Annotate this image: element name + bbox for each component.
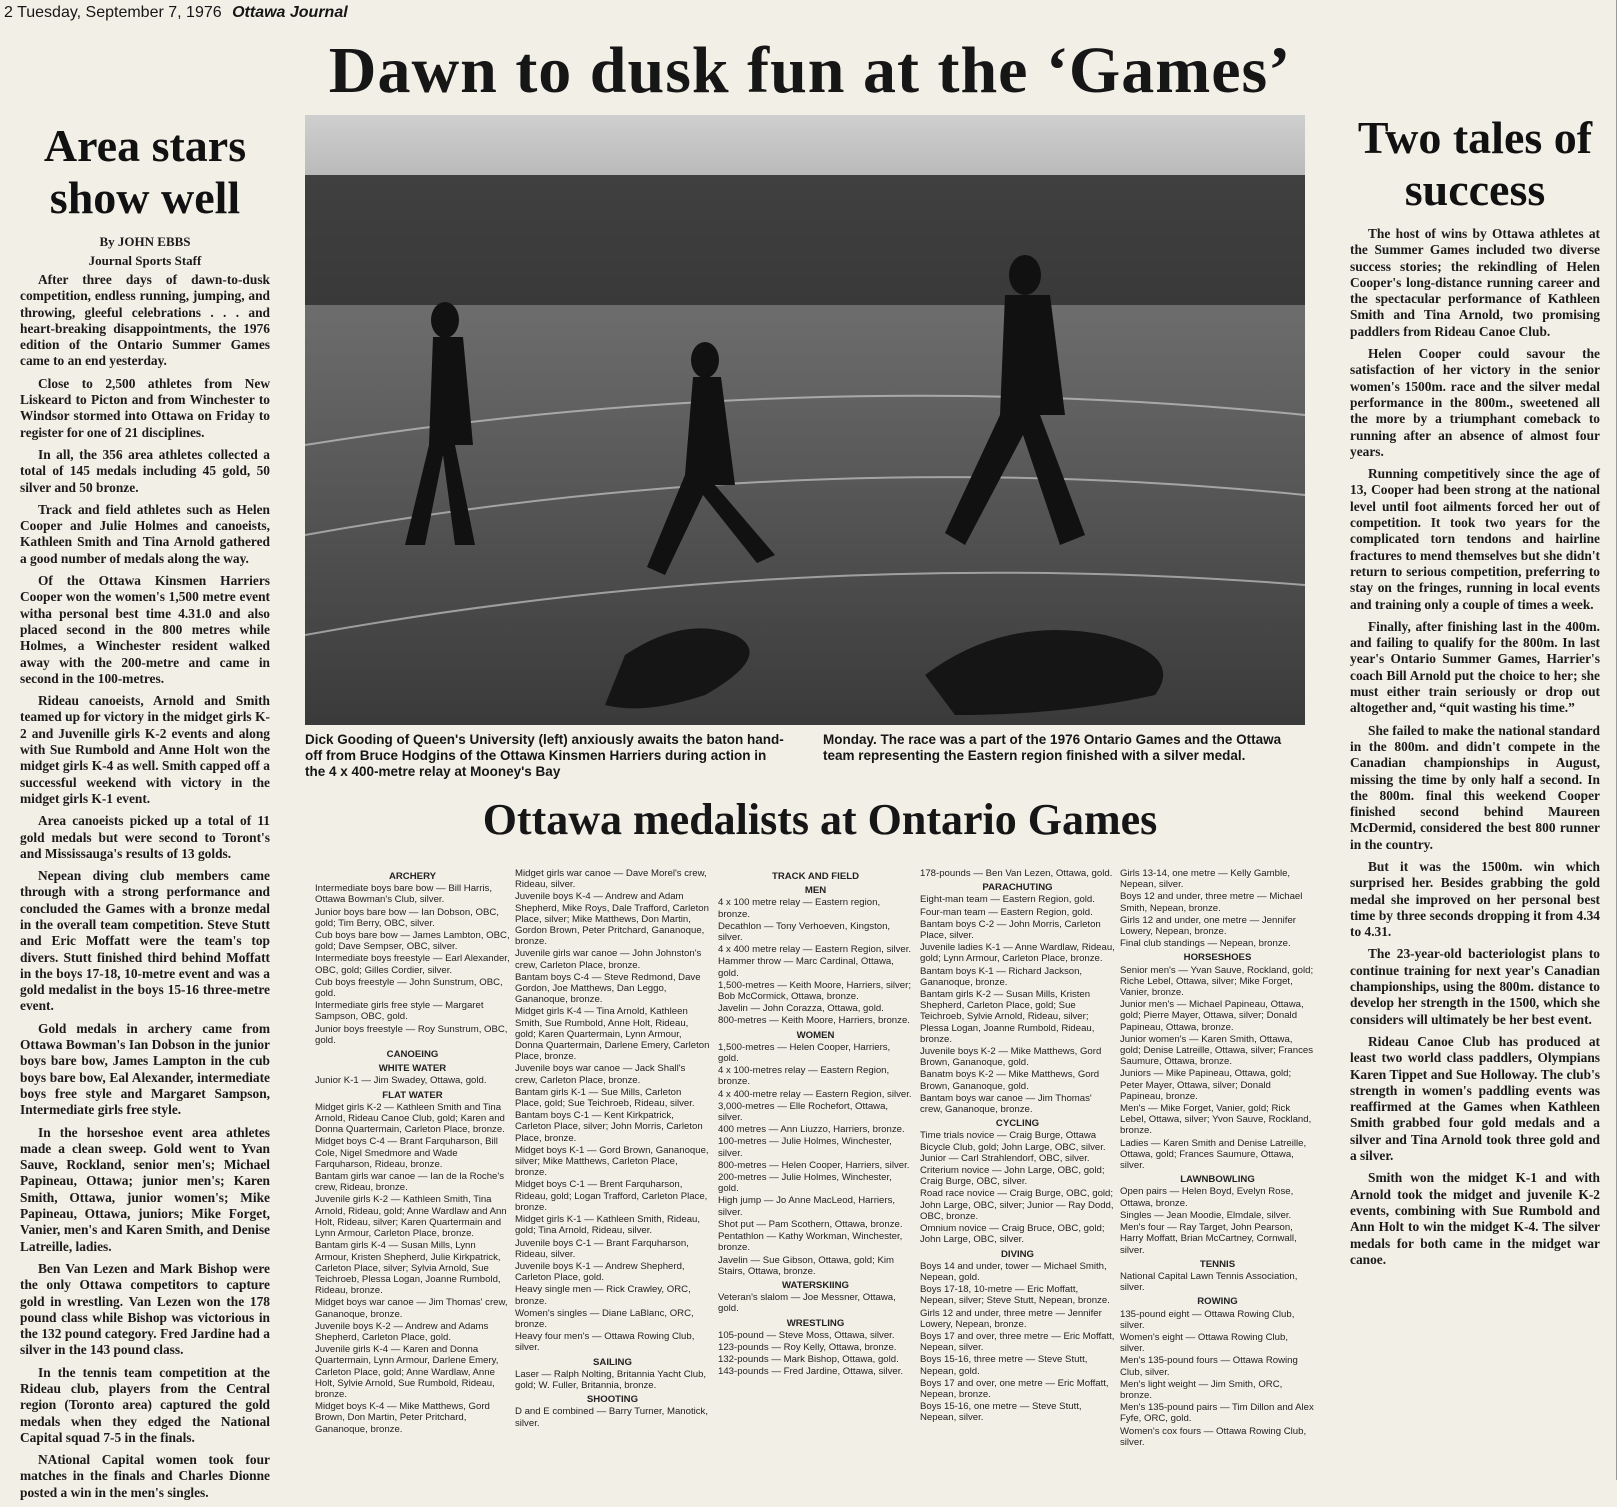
medal-entry: Boys 15-16, three metre — Steve Stutt, Nepean, gold. xyxy=(920,1354,1088,1377)
medal-entry: 800-metres — Keith Moore, Harriers, bronze. xyxy=(718,1015,910,1027)
medal-entry: Boys 14 and under, tower — Michael Smith, Nepean, gold. xyxy=(920,1260,1107,1283)
story-paragraph: In the horseshoe event area athletes made a clean sweep. Gold went to Yvan Sauve, Rockland, senior men's; Michael Papineau, Ottawa; junior men's; Karen Smith, Ottawa, junior women's; Mike Papineau, Ottawa, juniors; Mike Forget, Vanier, men's and Karen Smith, and Denise Latreille, ladies. xyxy=(20,1124,270,1254)
medal-entry: Cub boys freestyle — John Sunstrum, OBC, gold. xyxy=(315,976,503,1000)
medal-entry: Midget girls war canoe — Dave Morel's crew, Rideau, silver. xyxy=(515,868,707,891)
story-paragraph: Finally, after finishing last in the 400m. and failing to qualify for the 800m. In last year's Ontario Summer Games, Harrier's coach Bill Arnold put the choice to her; she must either train seriously or drop out altogether and, “quit wasting his time.” xyxy=(1350,618,1600,716)
story-paragraph: Track and field athletes such as Helen Cooper and Julie Holmes and canoeists, Kathleen Smith and Tina Arnold gathered a good number of medals along the way. xyxy=(20,501,270,566)
story-paragraph: In all, the 356 area athletes collected a total of 145 medals including 45 gold, 50 silver and 50 bronze. xyxy=(20,446,270,495)
medal-section-heading: LAWNBOWLING xyxy=(1180,1174,1255,1186)
medal-section-heading: CANOEING xyxy=(386,1049,439,1061)
medal-section-heading: ARCHERY xyxy=(388,871,437,882)
byline: By JOHN EBBS xyxy=(99,234,191,249)
photo-caption-right: Monday. The race was a part of the 1976 Ontario Games and the Ottawa team representing the Eastern region finished with a silver medal. xyxy=(823,732,1282,763)
medal-section-heading: WHITE WATER xyxy=(378,1063,447,1075)
medal-entry: Heavy single men — Rick Crawley, ORC, bronze. xyxy=(515,1284,691,1307)
medalists-column-4 xyxy=(920,868,1115,1425)
medal-entry: Heavy four men's — Ottawa Rowing Club, silver. xyxy=(515,1331,695,1354)
medal-entry: Midget boys war canoe — Jim Thomas' crew, Gananoque, bronze. xyxy=(315,1297,508,1320)
medal-entry: Boys 17-18, 10-metre — Eric Moffatt, Nepean, silver; Steve Stutt, Nepean, bronze. xyxy=(920,1284,1110,1307)
medal-entry: 400 metres — Ann Liuzzo, Harriers, bronze. xyxy=(718,1124,905,1136)
main-headline: Dawn to dusk fun at the ‘Games’ xyxy=(328,34,1292,107)
masthead xyxy=(4,4,348,22)
story-paragraph: NAtional Capital women took four matches in the finals and Charles Dionne posted a win in the men's singles. xyxy=(20,1452,270,1500)
right-story-title: Two tales of success xyxy=(1357,112,1593,215)
medal-entry: National Capital Lawn Tennis Association, silver. xyxy=(1120,1270,1298,1294)
medal-entry: Junior men's — Michael Papineau, Ottawa, gold; Pierre Mayer, Ottawa, silver; Donald Papineau, Ottawa, bronze. xyxy=(1120,999,1304,1033)
medal-entry: Men's 135-pound pairs — Tim Dillon and Alex Fyfe, ORC, gold. xyxy=(1120,1402,1314,1425)
relay-photo-image xyxy=(305,115,1305,725)
medal-entry: Bantam girls war canoe — Ian de la Roche's crew, Rideau, bronze. xyxy=(315,1171,505,1194)
medal-entry: 135-pound eight — Ottawa Rowing Club, silver. xyxy=(1120,1308,1295,1331)
medal-entry: Bantam boys K-1 — Richard Jackson, Gananoque, bronze. xyxy=(920,965,1083,988)
medal-entry: Javelin — Sue Gibson, Ottawa, gold; Kim Stairs, Ottawa, bronze. xyxy=(718,1254,894,1277)
story-paragraph: Smith won the midget K-1 and with Arnold took the midget and juvenile K-2 events, combining with Sue Rumbold and Ann Holt to win the midget K-4. The silver medals for both came in the midget war canoe. xyxy=(1350,1170,1600,1267)
medalists-headline: Ottawa medalists at Ontario Games xyxy=(482,795,1158,844)
medal-entry: 800-metres — Helen Cooper, Harriers, silver. xyxy=(718,1159,910,1171)
medal-entry: Boys 17 and over, one metre — Eric Moffatt, Nepean, bronze. xyxy=(920,1377,1109,1400)
medal-entry: Women's eight — Ottawa Rowing Club, silver. xyxy=(1120,1331,1289,1355)
medal-entry: 4 x 100 metre relay — Eastern region, bronze. xyxy=(718,897,881,920)
medal-entry: Juvenile boys K-4 — Andrew and Adam Shepherd, Mike Roys, Dale Trafford, Carleton Place, silver; Mike Matthews, Don Martin, Gordon Brown, Peter Pritchard, Gananoque, bronze. xyxy=(515,891,709,948)
left-story-body xyxy=(20,272,270,1501)
medal-entry: Juvenile girls K-4 — Karen and Donna Quartermain, Lynn Armour, Darlene Emery, Carleton Place, gold; Anne Wardlaw, Anne Holt, Sylvie Arnold, Sue Rumbold, Rideau, bronze. xyxy=(315,1344,499,1400)
medal-entry: Four-man team — Eastern Region, gold. xyxy=(920,906,1093,918)
right-story xyxy=(1350,112,1600,1274)
medal-entry: Senior men's — Yvan Sauve, Rockland, gold; Riche Lebel, Ottawa, silver; Mike Forget, Vanier, bronze. xyxy=(1120,964,1314,999)
medal-entry: Junior K-1 — Jim Swadey, Ottawa, gold. xyxy=(315,1075,487,1087)
date-line: Tuesday, September 7, 1976 xyxy=(17,4,222,21)
medal-entry: Veteran's slalom — Joe Messner, Ottawa, gold. xyxy=(718,1292,896,1315)
medal-entry: Juvenile girls K-2 — Kathleen Smith, Tina Arnold, Rideau, gold; Anne Wardlaw and Ann Holt, Rideau, silver; Karen Quartermain and Lynn Armour, Carleton Place, bronze. xyxy=(315,1194,507,1240)
medal-entry: Men's — Mike Forget, Vanier, gold; Rick Lebel, Ottawa, silver; Yvon Sauve, Rockland, bronze. xyxy=(1120,1103,1312,1137)
story-paragraph: Helen Cooper could savour the satisfaction of her victory in the senior women's 1500m. race and the silver medal performance in the 800m., sweetened all the more by a triumphant comeback to running after an absence of almost four years. xyxy=(1350,346,1600,459)
medal-entry: Juvenile boys K-2 — Andrew and Adams Shepherd, Carleton Place, gold. xyxy=(315,1320,489,1343)
medal-entry: Junior women's — Karen Smith, Ottawa, gold; Denise Latreille, Ottawa, silver; Frances Saumure, Ottawa, bronze. xyxy=(1120,1033,1314,1068)
medal-entry: Junior boys freestyle — Roy Sunstrum, OBC, gold. xyxy=(315,1023,508,1046)
story-paragraph: Rideau Canoe Club has produced at least two world class paddlers, Olympians Karen Tippet and Sue Holloway. The club's strength in women's paddling events was reaffirmed at the Games when Kathleen Smith grabbed four gold medals and a silver and Tina Arnold took three gold and a silver. xyxy=(1350,1033,1600,1164)
medal-entry: Midget boys C-4 — Brant Farquharson, Bill Cole, Nigel Smedmore and Wade Farquharson, Rideau, bronze. xyxy=(315,1136,498,1170)
medal-entry: Bantam boys C-2 — John Morris, Carleton Place, silver. xyxy=(920,918,1101,942)
story-paragraph: In the tennis team competition at the Rideau club, players from the Central region (Toronto area) captured the gold medals when they edged the National Capital squad 7-5 in the finals. xyxy=(20,1364,270,1445)
medal-entry: Women's singles — Diane LaBlanc, ORC, bronze. xyxy=(515,1307,694,1330)
medal-entry: Criterium novice — John Large, OBC, gold; Craig Burge, OBC, silver. xyxy=(920,1165,1105,1188)
medal-entry: 1,500-metres — Helen Cooper, Harriers, gold. xyxy=(718,1041,891,1065)
medal-entry: 100-metres — Julie Holmes, Winchester, silver. xyxy=(718,1136,892,1159)
photo-caption xyxy=(305,732,1305,780)
medal-entry: 200-metres — Julie Holmes, Winchester, gold. xyxy=(718,1172,892,1195)
story-paragraph: Gold medals in archery came from Ottawa Bowman's Ian Dobson in the junior boys bare bow, James Lampton in the cub boys bare bow, Eal Alexander, intermediate boys free style and Margaret Sampson, Intermediate girls free style. xyxy=(20,1020,270,1118)
medal-entry: Junior boys bare bow — Ian Dobson, OBC, gold; Tim Berry, OBC, silver. xyxy=(315,906,499,929)
relay-photo xyxy=(305,115,1305,725)
medal-entry: Final club standings — Nepean, bronze. xyxy=(1120,938,1291,950)
medal-entry: Juvenile boys C-1 — Brant Farquharson, Rideau, silver. xyxy=(515,1237,689,1260)
story-paragraph: After three days of dawn-to-dusk competition, endless running, jumping, and throwing, gleeful celebrations . . . and heart-breaking disappointments, the 1976 edition of the Ontario Summer Games came to an end yesterday. xyxy=(20,272,270,369)
medal-entry: 123-pounds — Roy Kelly, Ottawa, bronze. xyxy=(718,1341,897,1353)
medal-entry: 4 x 400 metre relay — Eastern Region, silver. xyxy=(718,944,912,956)
medal-entry: 178-pounds — Ben Van Lezen, Ottawa, gold. xyxy=(920,868,1113,879)
medal-entry: Javelin — John Corazza, Ottawa, gold. xyxy=(718,1003,884,1015)
medal-entry: Midget boys K-1 — Gord Brown, Gananoque, silver; Mike Matthews, Carleton Place, bronze. xyxy=(515,1144,709,1179)
story-paragraph: Area canoeists picked up a total of 11 gold medals but were second to Toront's and Mississauga's results of 13 golds. xyxy=(20,813,270,861)
medal-entry: Midget girls K-4 — Tina Arnold, Kathleen Smith, Sue Rumbold, Anne Holt, Rideau, gold; Karen Quartermain, Lynn Armour, Donna Quartermain, Darlene Emery, Carleton Place, bronze. xyxy=(515,1006,710,1063)
medal-entry: Juvenile ladies K-1 — Anne Wardlaw, Rideau, gold; Lynn Armour, Carleton Place, bronze. xyxy=(920,942,1115,965)
medal-entry: Girls 12 and under, one metre — Jennifer Lowery, Nepean, bronze. xyxy=(1120,914,1296,938)
story-paragraph: Nepean diving club members came through with a strong performance and concluded the Games with a bronze medal in the overall team competition. Steve Stutt and Eric Moffatt were the team's top divers. Stutt finished third behind Moffatt in the boys 17-18, 10-metre event and was a gold medalist in the boys 15-16 three-metre event. xyxy=(20,868,270,1014)
story-paragraph: The host of wins by Ottawa athletes at the Summer Games included two diverse success stories; the rekindling of Helen Cooper's long-distance running career and the spectacular performance of Kathleen Smith and Tina Arnold, two promising paddlers from Rideau Canoe Club. xyxy=(1350,226,1600,339)
medal-entry: Girls 13-14, one metre — Kelly Gamble, Nepean, silver. xyxy=(1120,868,1291,891)
medal-entry: 4 x 400-metre relay — Eastern Region, silver. xyxy=(718,1088,912,1100)
medal-entry: Cub boys bare bow — James Lambton, OBC, gold; Dave Sempser, OBC, silver. xyxy=(315,930,510,953)
medal-entry: 1,500-metres — Keith Moore, Harriers, silver; Bob McCormick, Ottawa, bronze. xyxy=(718,979,911,1003)
medal-entry: Boys 17 and over, three metre — Eric Moffatt, Nepean, silver. xyxy=(920,1330,1115,1354)
medal-entry: Hammer throw — Marc Cardinal, Ottawa, gold. xyxy=(718,956,894,979)
medal-entry: 3,000-metres — Elle Rochefort, Ottawa, silver. xyxy=(718,1100,889,1124)
story-paragraph: She failed to make the national standard in the 800m. and didn't compete in the Canadian championships in August, missing the time by only half a second. In the 800m. final this weekend Cooper finished second behind Maureen McDermid, considered the best 800 runner in the country. xyxy=(1350,722,1600,852)
medal-entry: Midget boys K-4 — Mike Matthews, Gord Brown, Don Martin, Peter Pritchard, Gananoque, bronze. xyxy=(315,1401,490,1435)
medal-entry: 132-pounds — Mark Bishop, Ottawa, gold. xyxy=(718,1354,899,1366)
medal-section-heading: WOMEN xyxy=(796,1029,835,1041)
medal-entry: Midget boys C-1 — Brent Farquharson, Rideau, gold; Logan Trafford, Carleton Place, bronze. xyxy=(515,1179,708,1213)
medal-entry: Women's cox fours — Ottawa Rowing Club, silver. xyxy=(1120,1425,1307,1448)
medal-entry: High jump — Jo Anne MacLeod, Harriers, silver. xyxy=(718,1195,896,1218)
story-paragraph: The 23-year-old bacteriologist plans to continue training for next year's Canadian championships, using the 800m. distance to develop her strength in the 1500, which she considers will ultimately be her best event. xyxy=(1350,946,1600,1027)
medal-entry: Intermediate boys freestyle — Earl Alexander, OBC, gold; Gilles Cordier, silver. xyxy=(315,953,510,976)
medal-entry: Bantam boys C-1 — Kent Kirkpatrick, Carleton Place, silver; John Morris, Carleton Place, bronze. xyxy=(515,1110,703,1144)
medal-entry: Laser — Ralph Nolting, Britannia Yacht Club, gold; W. Fuller, Britannia, bronze. xyxy=(515,1368,707,1391)
left-story-title: Area stars show well xyxy=(43,120,247,223)
medalists-column-1 xyxy=(315,868,510,1436)
medal-entry: Time trials novice — Craig Burge, Ottawa Bicycle Club, gold; John Large, OBC, silver. Junior — Carl Strahlendorf, OBC, silver. xyxy=(920,1130,1106,1164)
medal-entry: Men's 135-pound fours — Ottawa Rowing Club, silver. xyxy=(1120,1355,1298,1378)
medal-entry: Juvenile boys K-2 — Mike Matthews, Gord Brown, Gananoque, gold. xyxy=(920,1046,1102,1069)
medal-entry: Bantam girls K-1 — Sue Mills, Carleton Place, gold; Sue Teichroeb, Rideau, silver. xyxy=(515,1086,695,1110)
medal-entry: Eight-man team — Eastern Region, gold. xyxy=(920,894,1095,906)
story-paragraph: But it was the 1500m. win which surprised her. Besides grabbing the gold medal she improved on her personal best time by three seconds dropping it from 4.34 to 4.31. xyxy=(1350,858,1600,940)
medal-section-heading: DIVING xyxy=(1000,1248,1035,1260)
paper-name: Ottawa Journal xyxy=(232,4,348,21)
medal-entry: Juvenile boys K-1 — Andrew Shepherd, Carleton Place, gold. xyxy=(515,1260,685,1284)
medal-entry: Bantam girls K-4 — Susan Mills, Lynn Armour, Kristen Shepherd, Julie Kirkpatrick, Carleton Place, silver; Sylvia Arnold, Sue Teichroeb, Plessa Logan, Joanne Rumbold, Rideau, bronze. xyxy=(315,1240,501,1297)
medal-section-heading: PARACHUTING xyxy=(982,882,1053,894)
medal-entry: Bantam boys C-4 — Steve Redmond, Dave Gordon, Joe Matthews, Dan Leggo, Gananoque, bronze. xyxy=(515,971,701,1006)
medal-section-heading: MEN xyxy=(804,885,827,897)
story-paragraph: Of the Ottawa Kinsmen Harriers Cooper won the women's 1,500 metre event witha personal best time 4.31.0 and also placed second in the 800 metres while Holmes, a Winchester resident walked away with the 200-metre and came in second in the 100-metres. xyxy=(20,573,270,686)
medal-section-heading: ROWING xyxy=(1197,1296,1238,1308)
medal-entry: Decathlon — Tony Verhoeven, Kingston, silver. xyxy=(718,920,891,944)
left-story xyxy=(20,120,270,1507)
medal-entry: Shot put — Pam Scothern, Ottawa, bronze. xyxy=(718,1218,903,1230)
story-paragraph: Running competitively since the age of 13, Cooper had been strong at the national level until foot ailments forced her out of competition. It took two years for the complicated torn tendons and hairline fractures to mend themselves but she didn't return to serious competition, preferring to stay on the fringes, running in local events and training only a couple of times a week. xyxy=(1350,466,1600,612)
medal-section-heading: CYCLING xyxy=(995,1118,1040,1130)
medal-entry: 143-pounds — Fred Jardine, Ottawa, silver. xyxy=(718,1366,904,1378)
medal-section-heading: TENNIS xyxy=(1199,1258,1236,1270)
medalists-column-3 xyxy=(718,868,913,1379)
medal-entry: Boys 12 and under, three metre — Michael Smith, Nepean, bronze. xyxy=(1120,891,1303,914)
medal-entry: Juniors — Mike Papineau, Ottawa, gold; Peter Mayer, Ottawa, silver; Donald Papineau, bronze. xyxy=(1120,1068,1292,1102)
medal-entry: Midget girls K-2 — Kathleen Smith and Tina Arnold, Rideau Canoe Club, gold; Karen and Donna Quartermain, Carleton Place, bronze. xyxy=(315,1101,505,1136)
medal-entry: Road race novice — Craig Burge, OBC, gold; John Large, OBC, silver; Junior — Ray Dodd, OBC, bronze. xyxy=(920,1188,1114,1222)
medal-entry: Ladies — Karen Smith and Denise Latreille, Ottawa, gold; Frances Saumure, Ottawa, silver. xyxy=(1120,1137,1307,1172)
medal-section-heading: TRACK AND FIELD xyxy=(771,871,860,882)
medal-entry: Girls 12 and under, three metre — Jennifer Lowery, Nepean, bronze. xyxy=(920,1307,1102,1330)
medalists-column-2 xyxy=(515,868,710,1430)
medal-entry: Boys 15-16, one metre — Steve Stutt, Nepean, silver. xyxy=(920,1401,1082,1424)
story-paragraph: Close to 2,500 athletes from New Liskeard to Picton and from Winchester to Windsor stormed into Ottawa on Friday to register for one of 21 disciplines. xyxy=(20,375,270,440)
medal-entry: Intermediate boys bare bow — Bill Harris, Ottawa Bowman's Club, silver. xyxy=(315,883,493,906)
medal-entry: Open pairs — Helen Boyd, Evelyn Rose, Ottawa, bronze. xyxy=(1120,1186,1294,1209)
medal-entry: Men's light weight — Jim Smith, ORC, bronze. xyxy=(1120,1378,1283,1401)
medal-entry: Juvenile boys war canoe — Jack Shall's crew, Carleton Place, bronze. xyxy=(515,1063,686,1086)
story-paragraph: Rideau canoeists, Arnold and Smith teamed up for victory in the midget girls K-2 and Juvenille girls K-2 events and along with Sue Rumbold and Anne Holt won the midget girls K-4 as well. Smith capped off a successful weekend with victory in the midget girls K-1 event. xyxy=(20,693,270,806)
right-story-body xyxy=(1350,226,1600,1268)
medal-entry: Banatm boys K-2 — Mike Matthews, Gord Brown, Gananoque, gold. xyxy=(920,1069,1100,1092)
medal-entry: Pentathlon — Kathy Workman, Winchester, bronze. xyxy=(718,1231,903,1254)
medal-section-heading: FLAT WATER xyxy=(382,1089,443,1101)
medal-entry: D and E combined — Barry Turner, Manotick, silver. xyxy=(515,1406,709,1429)
medal-entry: Juvenile girls war canoe — John Johnston's crew, Carleton Place, bronze. xyxy=(515,948,702,971)
medal-section-heading: SAILING xyxy=(593,1356,632,1368)
medal-entry: Omnium novice — Craig Bruce, OBC, gold; John Large, OBC, silver. xyxy=(920,1223,1105,1246)
byline-staff: Journal Sports Staff xyxy=(88,253,202,268)
medal-entry: Intermediate girls free style — Margaret Sampson, OBC, gold. xyxy=(315,1000,484,1023)
medal-entry: Singles — Jean Moodie, Elmdale, silver. xyxy=(1120,1209,1292,1221)
page-number: 2 xyxy=(4,4,13,21)
photo-caption-left: Dick Gooding of Queen's University (left) anxiously awaits the baton hand-off from Bruce Hodgins of the Ottawa Kinsmen Harriers during action in the 4 x 400-metre relay at Mooney's Bay xyxy=(305,732,784,779)
medal-entry: Men's four — Ray Target, John Pearson, Harry Moffatt, Brian McCartney, Cornwall, silver. xyxy=(1120,1222,1297,1256)
medal-section-heading: WATERSKIING xyxy=(782,1279,849,1291)
medal-entry: 4 x 100-metres relay — Eastern Region, bronze. xyxy=(718,1065,890,1088)
story-paragraph: Ben Van Lezen and Mark Bishop were the only Ottawa competitors to capture gold in wrestling. Van Lezen won the 178 pound class while Bishop was victorious in the 132 pound category. Fred Jardine had a silver in the 143 pound class. xyxy=(20,1260,270,1358)
medal-section-heading: WRESTLING xyxy=(786,1317,845,1329)
medal-section-heading: SHOOTING xyxy=(586,1394,639,1406)
medalists-column-5 xyxy=(1120,868,1315,1449)
medal-entry: Bantam girls K-2 — Susan Mills, Kristen Shepherd, Carleton Place, gold; Sue Teichroeb, Sylvie Arnold, Rideau, silver; Plessa Logan, Joanne Rumbold, Rideau, bronze. xyxy=(920,989,1095,1045)
medal-entry: 105-pound — Steve Moss, Ottawa, silver. xyxy=(718,1329,895,1341)
medal-entry: Midget girls K-1 — Kathleen Smith, Rideau, gold; Tina Arnold, Rideau, silver. xyxy=(515,1214,701,1237)
medal-entry: Bantam boys war canoe — Jim Thomas' crew, Gananoque, bronze. xyxy=(920,1092,1092,1116)
medal-section-heading: HORSESHOES xyxy=(1183,952,1252,964)
